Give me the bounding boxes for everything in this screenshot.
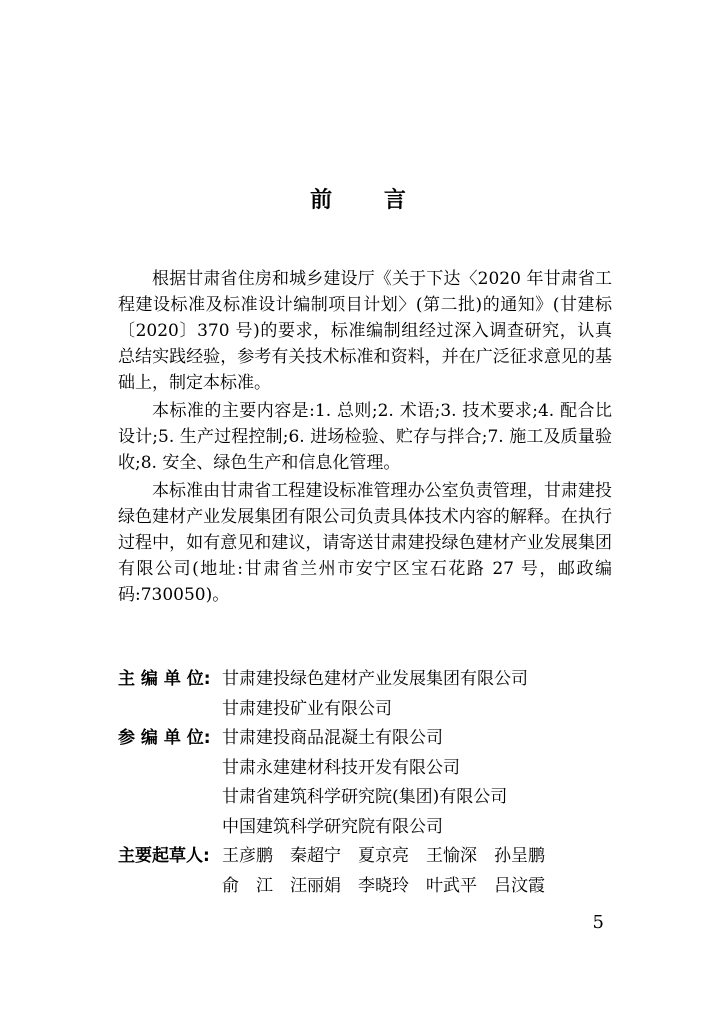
participating-unit: 甘肃建投商品混凝土有限公司 — [222, 728, 443, 748]
chief-editor-unit: 甘肃建投绿色建材产业发展集团有限公司 — [222, 669, 528, 689]
drafters-line — [222, 872, 612, 902]
chief-editor-units — [222, 665, 612, 724]
chief-editor-label: 主 编 单 位: — [118, 669, 211, 689]
drafters-row — [118, 842, 612, 901]
drafters-names — [222, 842, 612, 901]
drafter-name: 俞 江 — [222, 875, 273, 896]
drafter-name: 叶武平 — [426, 875, 477, 896]
drafter-name: 吕汶霞 — [494, 875, 545, 896]
preface-paragraph-2: 本标准的主要内容是:1. 总则;2. 术语;3. 技术要求;4. 配合比设计;5. 生产过程控制;6. 进场检验、贮存与拌合;7. 施工及质量验收;8. 安全、绿色生产和信息化管理。 — [118, 401, 612, 473]
drafter-name: 孙呈鹏 — [494, 846, 545, 866]
drafters-label: 主要起草人: — [118, 846, 210, 866]
participating-unit: 甘肃省建筑科学研究院(集团)有限公司 — [222, 787, 508, 807]
drafter-name: 秦超宁 — [290, 846, 341, 866]
drafter-name: 王彦鹏 — [222, 846, 273, 866]
drafter-name: 夏京亮 — [358, 846, 409, 866]
preface-paragraph-1: 根据甘肃省住房和城乡建设厅《关于下达〈2020 年甘肃省工程建设标准及标准设计编制项目计划〉(第二批)的通知》(甘建标〔2020〕370 号)的要求，标准编制组经过深入调查研究，认真总结实践经验，参考有关技术标准和资料，并在广泛征求意见的基础上，制定本标准。 — [118, 269, 612, 393]
drafter-name: 王愉深 — [426, 846, 477, 866]
participating-row — [118, 724, 612, 842]
chief-editor-row — [118, 665, 612, 724]
participating-unit: 甘肃永建建材科技开发有限公司 — [222, 757, 460, 778]
preface-body — [118, 266, 612, 610]
participating-units — [222, 724, 612, 842]
participating-unit: 中国建筑科学研究院有限公司 — [222, 816, 443, 837]
chief-editor-unit: 甘肃建投矿业有限公司 — [222, 698, 392, 719]
drafters-line — [222, 842, 612, 872]
drafter-name: 汪丽娟 — [290, 875, 341, 896]
credits-section — [118, 665, 612, 901]
page-number: 5 — [592, 912, 604, 933]
page-title: 前 言 — [310, 188, 428, 213]
drafter-name: 李晓玲 — [358, 875, 409, 896]
preface-paragraph-3: 本标准由甘肃省工程建设标准管理办公室负责管理，甘肃建投绿色建材产业发展集团有限公司负责具体技术内容的解释。在执行过程中，如有意见和建议，请寄送甘肃建投绿色建材产业发展集团有限公司(地址:甘肃省兰州市安宁区宝石花路 27 号，邮政编码:730050)。 — [118, 481, 612, 605]
participating-label: 参 编 单 位: — [118, 728, 211, 748]
